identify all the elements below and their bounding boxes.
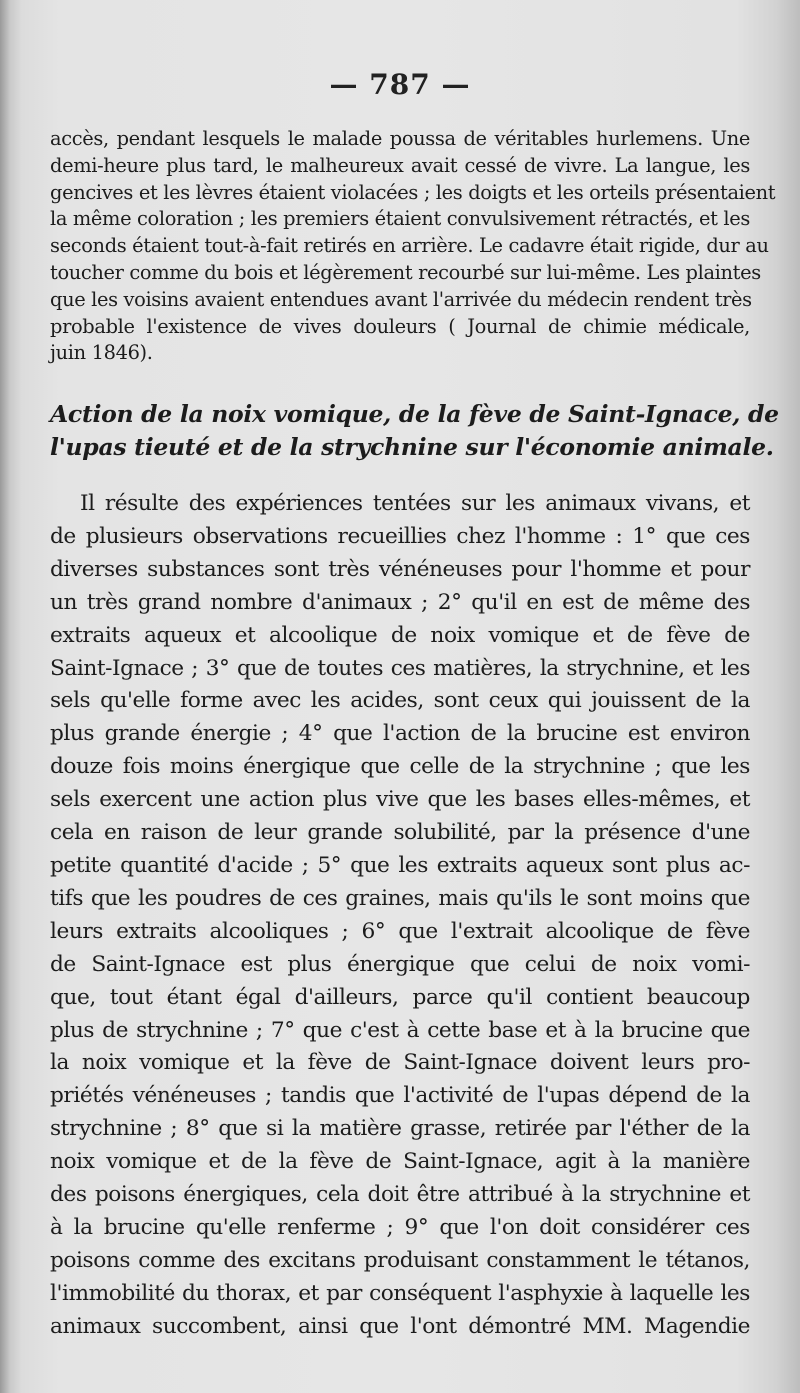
text-line: tifs que les poudres de ces graines, mais qu'ils le sont moins que [50,885,750,911]
text-line: sels qu'elle forme avec les acides, sont ceux qui jouissent de la [50,688,750,714]
text-line: Il résulte des expériences tentées sur les animaux vivans, et [80,491,750,516]
text-line: un très grand nombre d'animaux ; 2° qu'il en est de même des [50,589,750,615]
paragraph-conclusions [50,488,750,1344]
text-line: gencives et les lèvres étaient violacées ; les doigts et les orteils présentaient [50,180,776,204]
text-line: seconds étaient tout-à-fait retirés en arrière. Le cadavre était rigide, dur au [50,234,769,258]
text-line: de Saint-Ignace est plus énergique que celui de noix vomi- [50,951,750,977]
text-line: priétés vénéneuses ; tandis que l'activité de l'upas dépend de la [50,1083,750,1109]
text-line: diverses substances sont très vénéneuses pour l'homme et pour [50,556,750,582]
heading-line: Action de la noix vomique, de la fève de Saint-Ignace, de [50,400,779,428]
text-line: petite quantité d'acide ; 5° que les extraits aqueux sont plus ac- [50,852,750,878]
text-line: Saint-Ignace ; 3° que de toutes ces matières, la strychnine, et les [50,655,750,681]
text-line: l'immobilité du thorax, et par conséquent l'asphyxie à laquelle les [50,1280,750,1306]
text-line: strychnine ; 8° que si la matière grasse, retirée par l'éther de la [50,1116,750,1142]
text-line: toucher comme du bois et légèrement recourbé sur lui-même. Les plaintes [50,260,761,284]
text-line: à la brucine qu'elle renferme ; 9° que l'on doit considérer ces [50,1214,750,1240]
paragraph-case-report [50,126,776,367]
page-number: — 787 — [329,68,471,101]
text-line: cela en raison de leur grande solubilité, par la présence d'une [50,820,750,846]
text-line: accès, pendant lesquels le malade poussa de véritables hurlemens. Une [50,127,750,150]
text-line: plus grande énergie ; 4° que l'action de la brucine est environ [50,721,750,747]
text-line: animaux succombent, ainsi que l'ont démontré MM. Magendie [50,1313,750,1339]
text-line: de plusieurs observations recueillies chez l'homme : 1° que ces [50,523,750,549]
text-line: noix vomique et de la fève de Saint-Ignace, agit à la manière [50,1149,750,1175]
section-heading [50,398,779,464]
text-line: demi-heure plus tard, le malheureux avait cessé de vivre. La langue, les [50,153,750,177]
text-line: extraits aqueux et alcoolique de noix vomique et de fève de [50,622,750,648]
text-line: que les voisins avaient entendues avant l'arrivée du médecin rendent très [50,287,752,311]
text-line: douze fois moins énergique que celle de la strychnine ; que les [50,754,750,780]
text-line: probable l'existence de vives douleurs ( Journal de chimie médicale, [50,314,750,338]
text-line: la même coloration ; les premiers étaient convulsivement rétractés, et les [50,207,750,231]
heading-line: l'upas tieuté et de la strychnine sur l'économie animale. [50,433,774,461]
text-line: la noix vomique et la fève de Saint-Ignace doivent leurs pro- [50,1050,750,1076]
text-line: que, tout étant égal d'ailleurs, parce qu'il contient beaucoup [50,984,750,1010]
text-line: leurs extraits alcooliques ; 6° que l'extrait alcoolique de fève [50,918,750,944]
text-line: des poisons énergiques, cela doit être attribué à la strychnine et [50,1182,750,1208]
text-line: juin 1846). [50,341,153,365]
text-line: sels exercent une action plus vive que les bases elles-mêmes, et [50,787,750,813]
text-line: plus de strychnine ; 7° que c'est à cette base et à la brucine que [50,1017,750,1043]
text-line: poisons comme des excitans produisant constamment le tétanos, [50,1247,750,1273]
